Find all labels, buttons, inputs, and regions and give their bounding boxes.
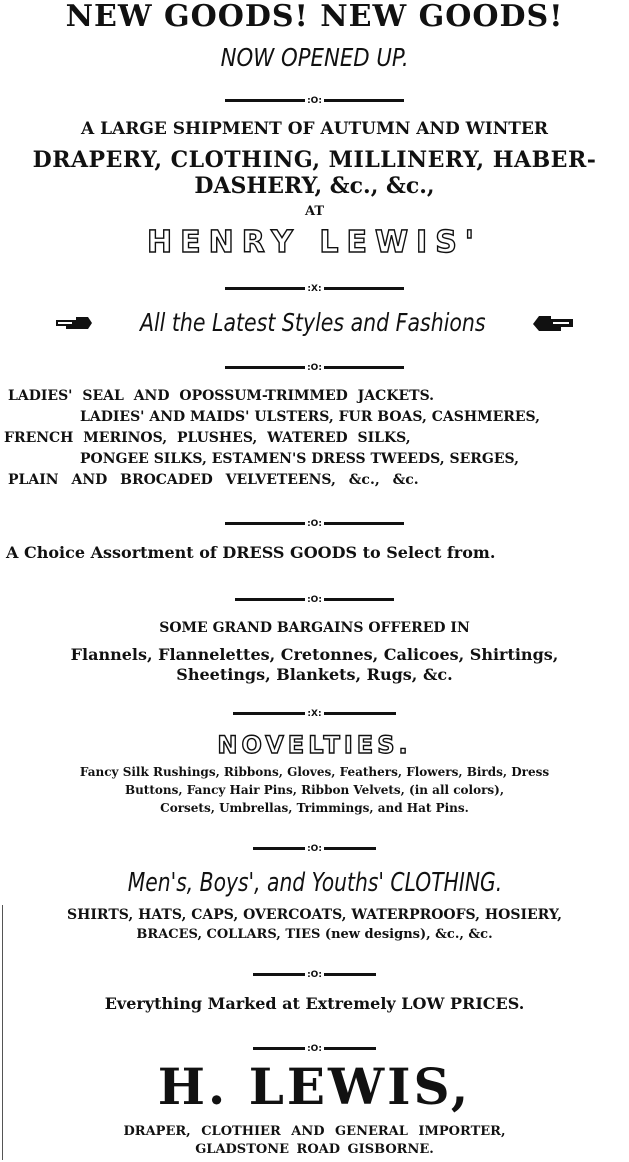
divider-mark: :X:	[307, 708, 322, 719]
address-line-2-text: GLADSTONE ROAD GISBORNE.	[195, 1142, 434, 1157]
fabrics-line-1-text: Flannels, Flannelettes, Cretonnes, Calicoes, Shirtings,	[70, 645, 559, 664]
subheadline-text: NOW OPENED UP.	[220, 43, 409, 72]
fabrics-line-2-text: Sheetings, Blankets, Rugs, &c.	[176, 665, 453, 684]
prices-text: Everything Marked at Extremely LOW PRICES.	[104, 994, 525, 1013]
divider-mark: :O:	[307, 843, 322, 854]
bargains-text: SOME GRAND BARGAINS OFFERED IN	[159, 620, 470, 636]
divider-mark: :O:	[307, 594, 322, 605]
divider	[0, 513, 629, 532]
novelties-line-1	[0, 766, 629, 778]
headline-text: NEW GOODS! NEW GOODS!	[65, 0, 564, 34]
at-line	[0, 205, 629, 218]
prices-line	[0, 996, 629, 1012]
divider	[0, 1038, 629, 1057]
store-name	[0, 225, 629, 260]
novelties-heading-text: NOVELTIES.	[217, 731, 412, 759]
pointing-hand-left-icon	[531, 314, 575, 334]
divider-mark: :O:	[307, 518, 322, 529]
pointing-hand-right-icon	[54, 315, 94, 333]
divider-mark: :O:	[307, 969, 322, 980]
clothing-heading	[0, 870, 629, 896]
divider	[0, 357, 629, 376]
divider	[0, 589, 629, 608]
clothing-line-1-text: SHIRTS, HATS, CAPS, OVERCOATS, WATERPROOFS, HOSIERY,	[67, 907, 562, 923]
fabrics-line-2	[0, 667, 629, 683]
dress-goods-line	[6, 545, 629, 561]
novelties-line-2-text: Buttons, Fancy Hair Pins, Ribbon Velvets, (in all colors),	[124, 783, 505, 797]
address-line-1	[0, 1125, 629, 1138]
novelties-heading	[0, 733, 629, 757]
goods-line-2-text: DASHERY, &c., &c.,	[194, 173, 435, 199]
products-line-3	[4, 431, 629, 445]
divider	[0, 964, 629, 983]
divider-mark: :O:	[307, 95, 322, 106]
products-line-1-text: LADIES' SEAL AND OPOSSUM-TRIMMED JACKETS.	[8, 388, 435, 404]
divider-mark: :O:	[307, 1043, 322, 1054]
clothing-line-1	[0, 908, 629, 922]
products-line-5	[8, 473, 629, 487]
shipment-text: A LARGE SHIPMENT OF AUTUMN AND WINTER	[80, 119, 548, 139]
store-name-text: HENRY LEWIS'	[147, 225, 482, 260]
novelties-line-3	[0, 802, 629, 814]
divider-mark: :X:	[307, 283, 322, 294]
products-line-1	[8, 389, 629, 403]
divider	[0, 90, 629, 109]
products-line-2	[80, 410, 629, 424]
divider	[0, 278, 629, 297]
products-line-3-text: FRENCH MERINOS, PLUSHES, WATERED SILKS,	[4, 430, 411, 446]
novelties-line-2	[0, 784, 629, 796]
clothing-line-2-text: BRACES, COLLARS, TIES (new designs), &c., &c.	[136, 927, 493, 942]
styles-line-text: All the Latest Styles and Fashions	[139, 308, 486, 337]
fabrics-line-1	[0, 647, 629, 663]
column-rule	[2, 905, 3, 1160]
headline	[0, 2, 629, 32]
shipment-line	[0, 121, 629, 138]
goods-line-2	[0, 175, 629, 197]
proprietor-name	[0, 1057, 629, 1116]
goods-line-1	[0, 149, 629, 171]
novelties-line-1-text: Fancy Silk Rushings, Ribbons, Gloves, Feathers, Flowers, Birds, Dress	[79, 765, 550, 779]
products-line-2-text: LADIES' AND MAIDS' ULSTERS, FUR BOAS, CASHMERES,	[80, 409, 541, 425]
subheadline	[0, 45, 629, 70]
novelties-line-3-text: Corsets, Umbrellas, Trimmings, and Hat Pins.	[160, 801, 469, 815]
bargains-line	[0, 621, 629, 635]
divider	[0, 838, 629, 857]
styles-line	[0, 310, 629, 335]
dress-goods-text: A Choice Assortment of DRESS GOODS to Select from.	[6, 543, 496, 562]
clothing-line-2	[0, 928, 629, 941]
products-line-4-text: PONGEE SILKS, ESTAMEN'S DRESS TWEEDS, SERGES,	[80, 451, 519, 467]
divider-mark: :O:	[307, 362, 322, 373]
proprietor-name-text: H. LEWIS,	[157, 1057, 472, 1116]
address-line-1-text: DRAPER, CLOTHIER AND GENERAL IMPORTER,	[123, 1124, 506, 1139]
goods-line-1-text: DRAPERY, CLOTHING, MILLINERY, HABER-	[32, 147, 597, 173]
divider	[0, 703, 629, 722]
products-line-4	[80, 452, 629, 466]
at-text: AT	[304, 204, 325, 219]
products-line-5-text: PLAIN AND BROCADED VELVETEENS, &c., &c.	[8, 472, 419, 488]
clothing-heading-text: Men's, Boys', and Youths' CLOTHING.	[127, 868, 502, 898]
address-line-2	[0, 1143, 629, 1156]
